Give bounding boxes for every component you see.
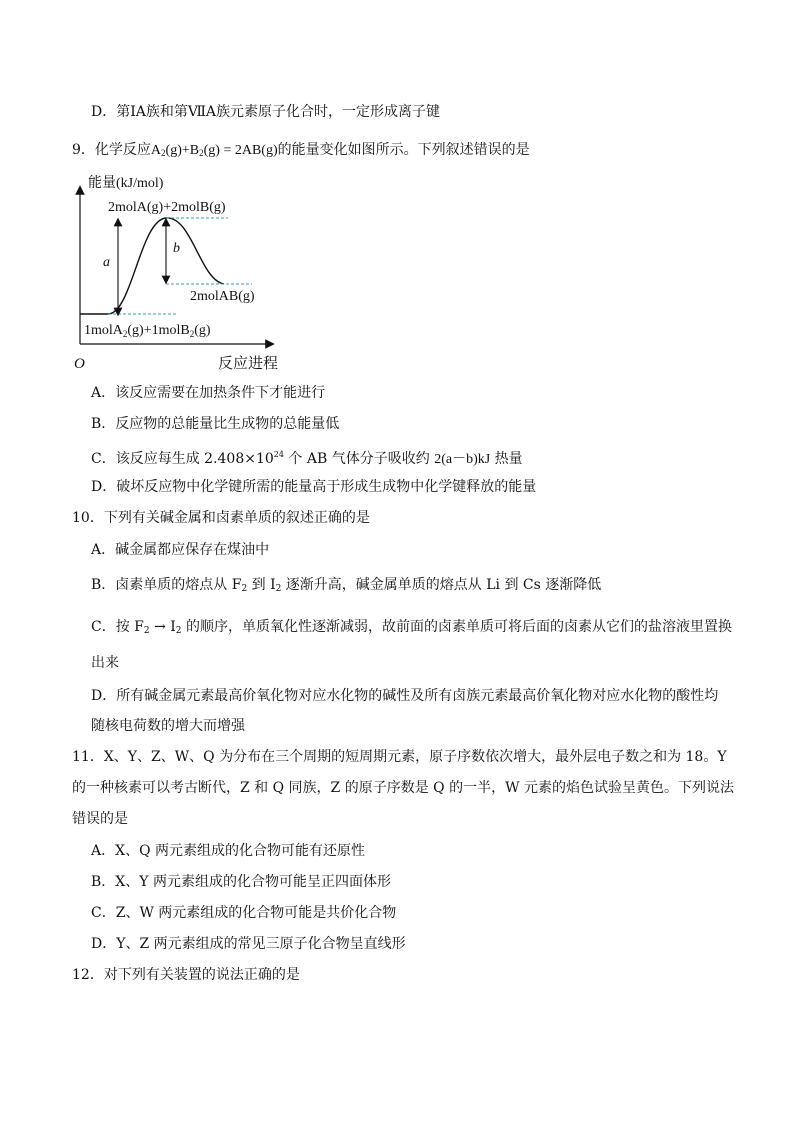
y-axis-label: 能量(kJ/mol) (88, 176, 164, 191)
q9-eq-a2-sub: 2 (161, 148, 166, 158)
arrow-a-label: a (103, 255, 110, 270)
q9-option-c-expr: 2(a－b)kJ (434, 452, 491, 467)
top-level-label: 2molA(g)+2molB(g) (108, 200, 226, 215)
q11-option-b: B．X、Y 两元素组成的化合物可能呈正四面体形 (91, 874, 391, 890)
q9-stem (72, 140, 530, 163)
q9-option-c-sup: 24 (273, 450, 284, 459)
q9-option-a: A．该反应需要在加热条件下才能进行 (91, 385, 326, 401)
q10-option-b-sub2: 2 (275, 584, 282, 594)
reactant-level-label: 1molA$_2$(g)+1molB$_2$(g) (84, 323, 211, 339)
q10-option-d: D．所有碱金属元素最高价氧化物对应水化物的碱性及所有卤族元素最高价氧化物对应水化物的酸性均 (91, 688, 719, 704)
q9-stem-suffix: 的能量变化如图所示。下列叙述错误的是 (277, 142, 530, 158)
q9-stem-prefix: 9．化学反应 (72, 142, 151, 158)
q9-eq-b2-sub: 2 (199, 148, 204, 158)
q9-option-c-prefix: C．该反应每生成 2.408×10 (91, 451, 274, 467)
q10-option-b-part2: 到 I (247, 577, 276, 593)
q10-option-b (91, 575, 601, 599)
q10-option-a: A．碱金属都应保存在煤油中 (91, 542, 270, 558)
q10-option-c-continued: 出来 (91, 655, 119, 671)
q11-option-a: A．X、Q 两元素组成的化合物可能有还原性 (91, 843, 366, 859)
q10-option-c-sub1: 2 (143, 626, 150, 636)
q10-option-c-sub2: 2 (175, 626, 182, 636)
q12-stem: 12．对下列有关装置的说法正确的是 (72, 967, 300, 983)
arrow-b-label: b (173, 241, 180, 256)
q9-option-c-suffix: 热量 (490, 451, 523, 467)
q8-option-d: D．第ⅠA族和第ⅦA族元素原子化合时，一定形成离子键 (91, 104, 441, 120)
q10-option-b-sub1: 2 (241, 584, 248, 594)
q10-option-c-part2: 的顺序，单质氧化性逐渐减弱，故前面的卤素单质可将后面的卤素从它们的盐溶液里置换 (181, 619, 732, 635)
q10-option-c (91, 617, 732, 641)
q11-stem-line1: 11．X、Y、Z、W、Q 为分布在三个周期的短周期元素，原子序数依次增大，最外层电子数之和为 18。Y (72, 749, 727, 765)
q9-option-c-mid: 个 AB 气体分子吸收约 (283, 451, 435, 467)
q10-option-d-continued: 随核电荷数的增大而增强 (91, 718, 245, 734)
q10-option-c-part1: C．按 F (91, 619, 144, 635)
q9-option-b: B．反应物的总能量比生成物的总能量低 (91, 416, 340, 432)
q11-option-d: D．Y、Z 两元素组成的常见三原子化合物呈直线形 (91, 936, 406, 952)
q9-eq-b2: B (189, 143, 200, 158)
q11-option-c: C．Z、W 两元素组成的化合物可能是共价化合物 (91, 905, 397, 921)
q10-option-b-part1: B．卤素单质的熔点从 F (91, 577, 242, 593)
q9-eq-a2: A (150, 143, 162, 158)
q11-stem-line2: 的一种核素可以考古断代，Z 和 Q 同族，Z 的原子序数是 Q 的一半，W 元素的焰色试验呈黄色。下列说法 (72, 780, 734, 796)
q9-energy-diagram (70, 168, 300, 376)
q10-option-b-part3: 逐渐升高，碱金属单质的熔点从 Li 到 Cs 逐渐降低 (281, 577, 602, 593)
q11-stem-line3: 错误的是 (72, 811, 128, 827)
q9-eq-a2-state: (g)+ (165, 143, 190, 158)
q10-stem: 10．下列有关碱金属和卤素单质的叙述正确的是 (72, 510, 370, 526)
product-level-label: 2molAB(g) (190, 289, 255, 304)
q9-option-c (91, 445, 523, 470)
q10-option-c-arrow: → I (149, 619, 176, 635)
origin-label: O (74, 356, 85, 372)
x-axis-label: 反应进程 (218, 356, 279, 372)
q9-eq-rest: (g) = 2AB(g) (203, 143, 278, 158)
q9-option-d: D．破坏反应物中化学键所需的能量高于形成生成物中化学键释放的能量 (91, 479, 537, 495)
